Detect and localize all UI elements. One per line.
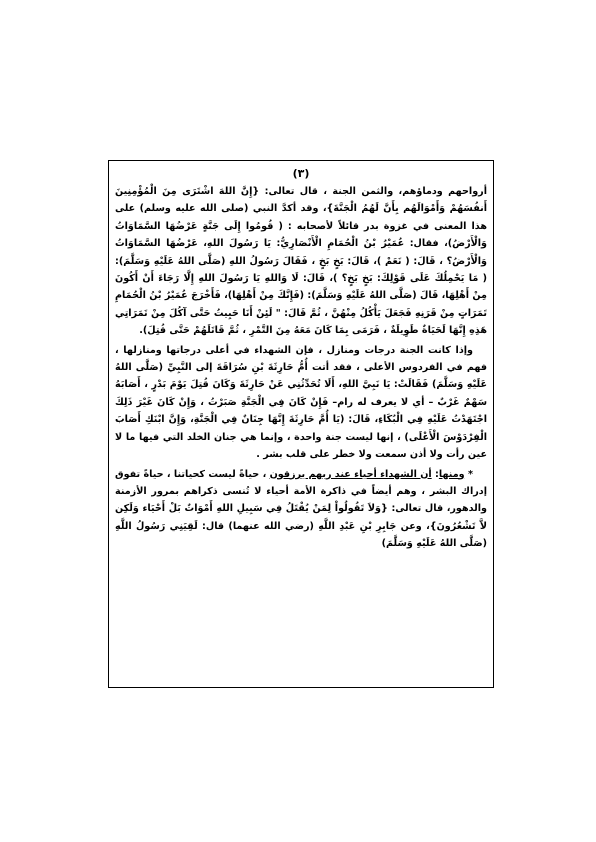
bullet-marker: * — [464, 468, 474, 480]
paragraph-1: أرواحهم ودماؤهم، والثمن الجنة ، قال تعالى: {إِنَّ اللهَ اشْتَرَى مِنَ الْمُؤْمِنِينَ أَنفُسَهُمْ وَأَمْوَالَهُم بِأَنَّ لَهُمُ الْجَنَّةَ}، وقد أكدَّ النبي (صلى الله عليه وسلم) على هذا المعنى في غزوة بدر قائلاً لأصحابه : ( قُومُوا إِلَى جَنَّةٍ عَرْضُهَا السَّمَاوَاتُ وَالْأَرْضُ)، فقال: عُمَيْرُ بْنُ الْحُمَامِ الْأَنْصَارِيُّ: يَا رَسُولَ اللهِ، عَرْضُهَا السَّمَاوَاتُ وَالْأَرْضُ؟ ، قَالَ: ( نَعَمْ )، قَالَ: بَخٍ بَخٍ ، فَقَالَ رَسُولُ اللهِ (صَلَّى اللهُ عَلَيْهِ وَسَلَّمَ): ( مَا يَحْمِلُكَ عَلَى قَوْلِكَ: بَخٍ بَخٍ؟ )، قَالَ: لَا وَاللهِ يَا رَسُولَ اللهِ إِلَّا رَجَاءَ أَنْ أَكُونَ مِنْ أَهْلِهَا، قَالَ (صَلَّى اللهُ عَلَيْهِ وَسَلَّمَ): (فَإِنَّكَ مِنْ أَهْلِهَا)، فَأَخْرَجَ عُمَيْرُ بْنُ الْحُمَامِ تَمَرَاتٍ مِنْ قَرَنِهِ فَجَعَلَ يَأْكُلُ مِنْهُنَّ ، ثُمَّ قَالَ: " لَئِنْ أَنَا حَيِيتُ حَتَّى آكُلَ مِنْ تَمَرَاتِي هَذِهِ إِنَّهَا لَحَيَاةٌ طَوِيلَةٌ ، فَرَمَى بِمَا كَانَ مَعَهُ مِنَ التَّمْرِ ، ثُمَّ قَاتَلَهُمْ حَتَّى قُتِلَ). — [115, 186, 487, 337]
page-number: (٣) — [292, 167, 310, 180]
lead-label: ومنها — [438, 468, 465, 480]
paragraph-3 — [115, 466, 487, 553]
body-text — [115, 183, 487, 553]
lead-quote: أن الشهداء أحياء عند ربهم يرزقون — [269, 468, 432, 480]
lead-colon: : — [431, 468, 439, 480]
page-frame — [108, 160, 494, 688]
paragraph-2: وإذا كانت الجنة درجات ومنازل ، فإن الشهداء في أعلى درجاتها ومنازلها ، فهم في الفردوس الأعلى ، فقد أتت أُمُّ حَارِثَةَ بْنِ سُرَاقَةَ إلى النَّبِيِّ (صَلَّى اللهُ عَلَيْهِ وَسَلَّمَ) فَقَالَتْ: يَا نَبِيَّ اللهِ، أَلَا تُحَدِّثُنِي عَنْ حَارِثَةَ وَكَانَ قُتِلَ يَوْمَ بَدْرٍ ، أَصَابَهُ سَهْمٌ غَرْبٌ – أي لا يعرف له رام– فَإِنْ كَانَ فِي الْجَنَّةِ صَبَرْتُ ، وَإِنْ كَانَ غَيْرَ ذَلِكَ اجْتَهَدْتُ عَلَيْهِ فِي الْبُكَاءِ، قَالَ: (يَا أُمَّ حَارِثَةَ إِنَّهَا جِنَانٌ فِي الْجَنَّةِ، وَإِنَّ ابْنَكِ أَصَابَ الْفِرْدَوْسَ الْأَعْلَى) ، إنها ليست جنة واحدة ، وإنما هي جنان الخلد التي فيها ما لا عين رأت ولا أذن سمعت ولا خطر على قلب بشر . — [115, 344, 487, 461]
paragraph-3-body: ، حياةً ليست كحياتنا ، حياةً تفوق إدراك البشر ، وهم أيضاً في ذاكرة الأمة أحياء لا تُنسى ذكراهم بمرور الأزمنة والدهور، قال تعالى: {وَلاَ تَقُولُواْ لِمَنْ يُقْتَلُ فِي سَبِيلِ اللهِ أَمْوَاتٌ بَلْ أَحْيَاء وَلَكِن لاَّ تَشْعُرُونَ}، وعن جَابِرِ بْنِ عَبْدِ اللَّهِ (رضي الله عنهما) قال: لَقِيَنِي رَسُولُ اللَّهِ (صَلَّى اللهُ عَلَيْهِ وَسَلَّمَ) — [115, 468, 487, 550]
